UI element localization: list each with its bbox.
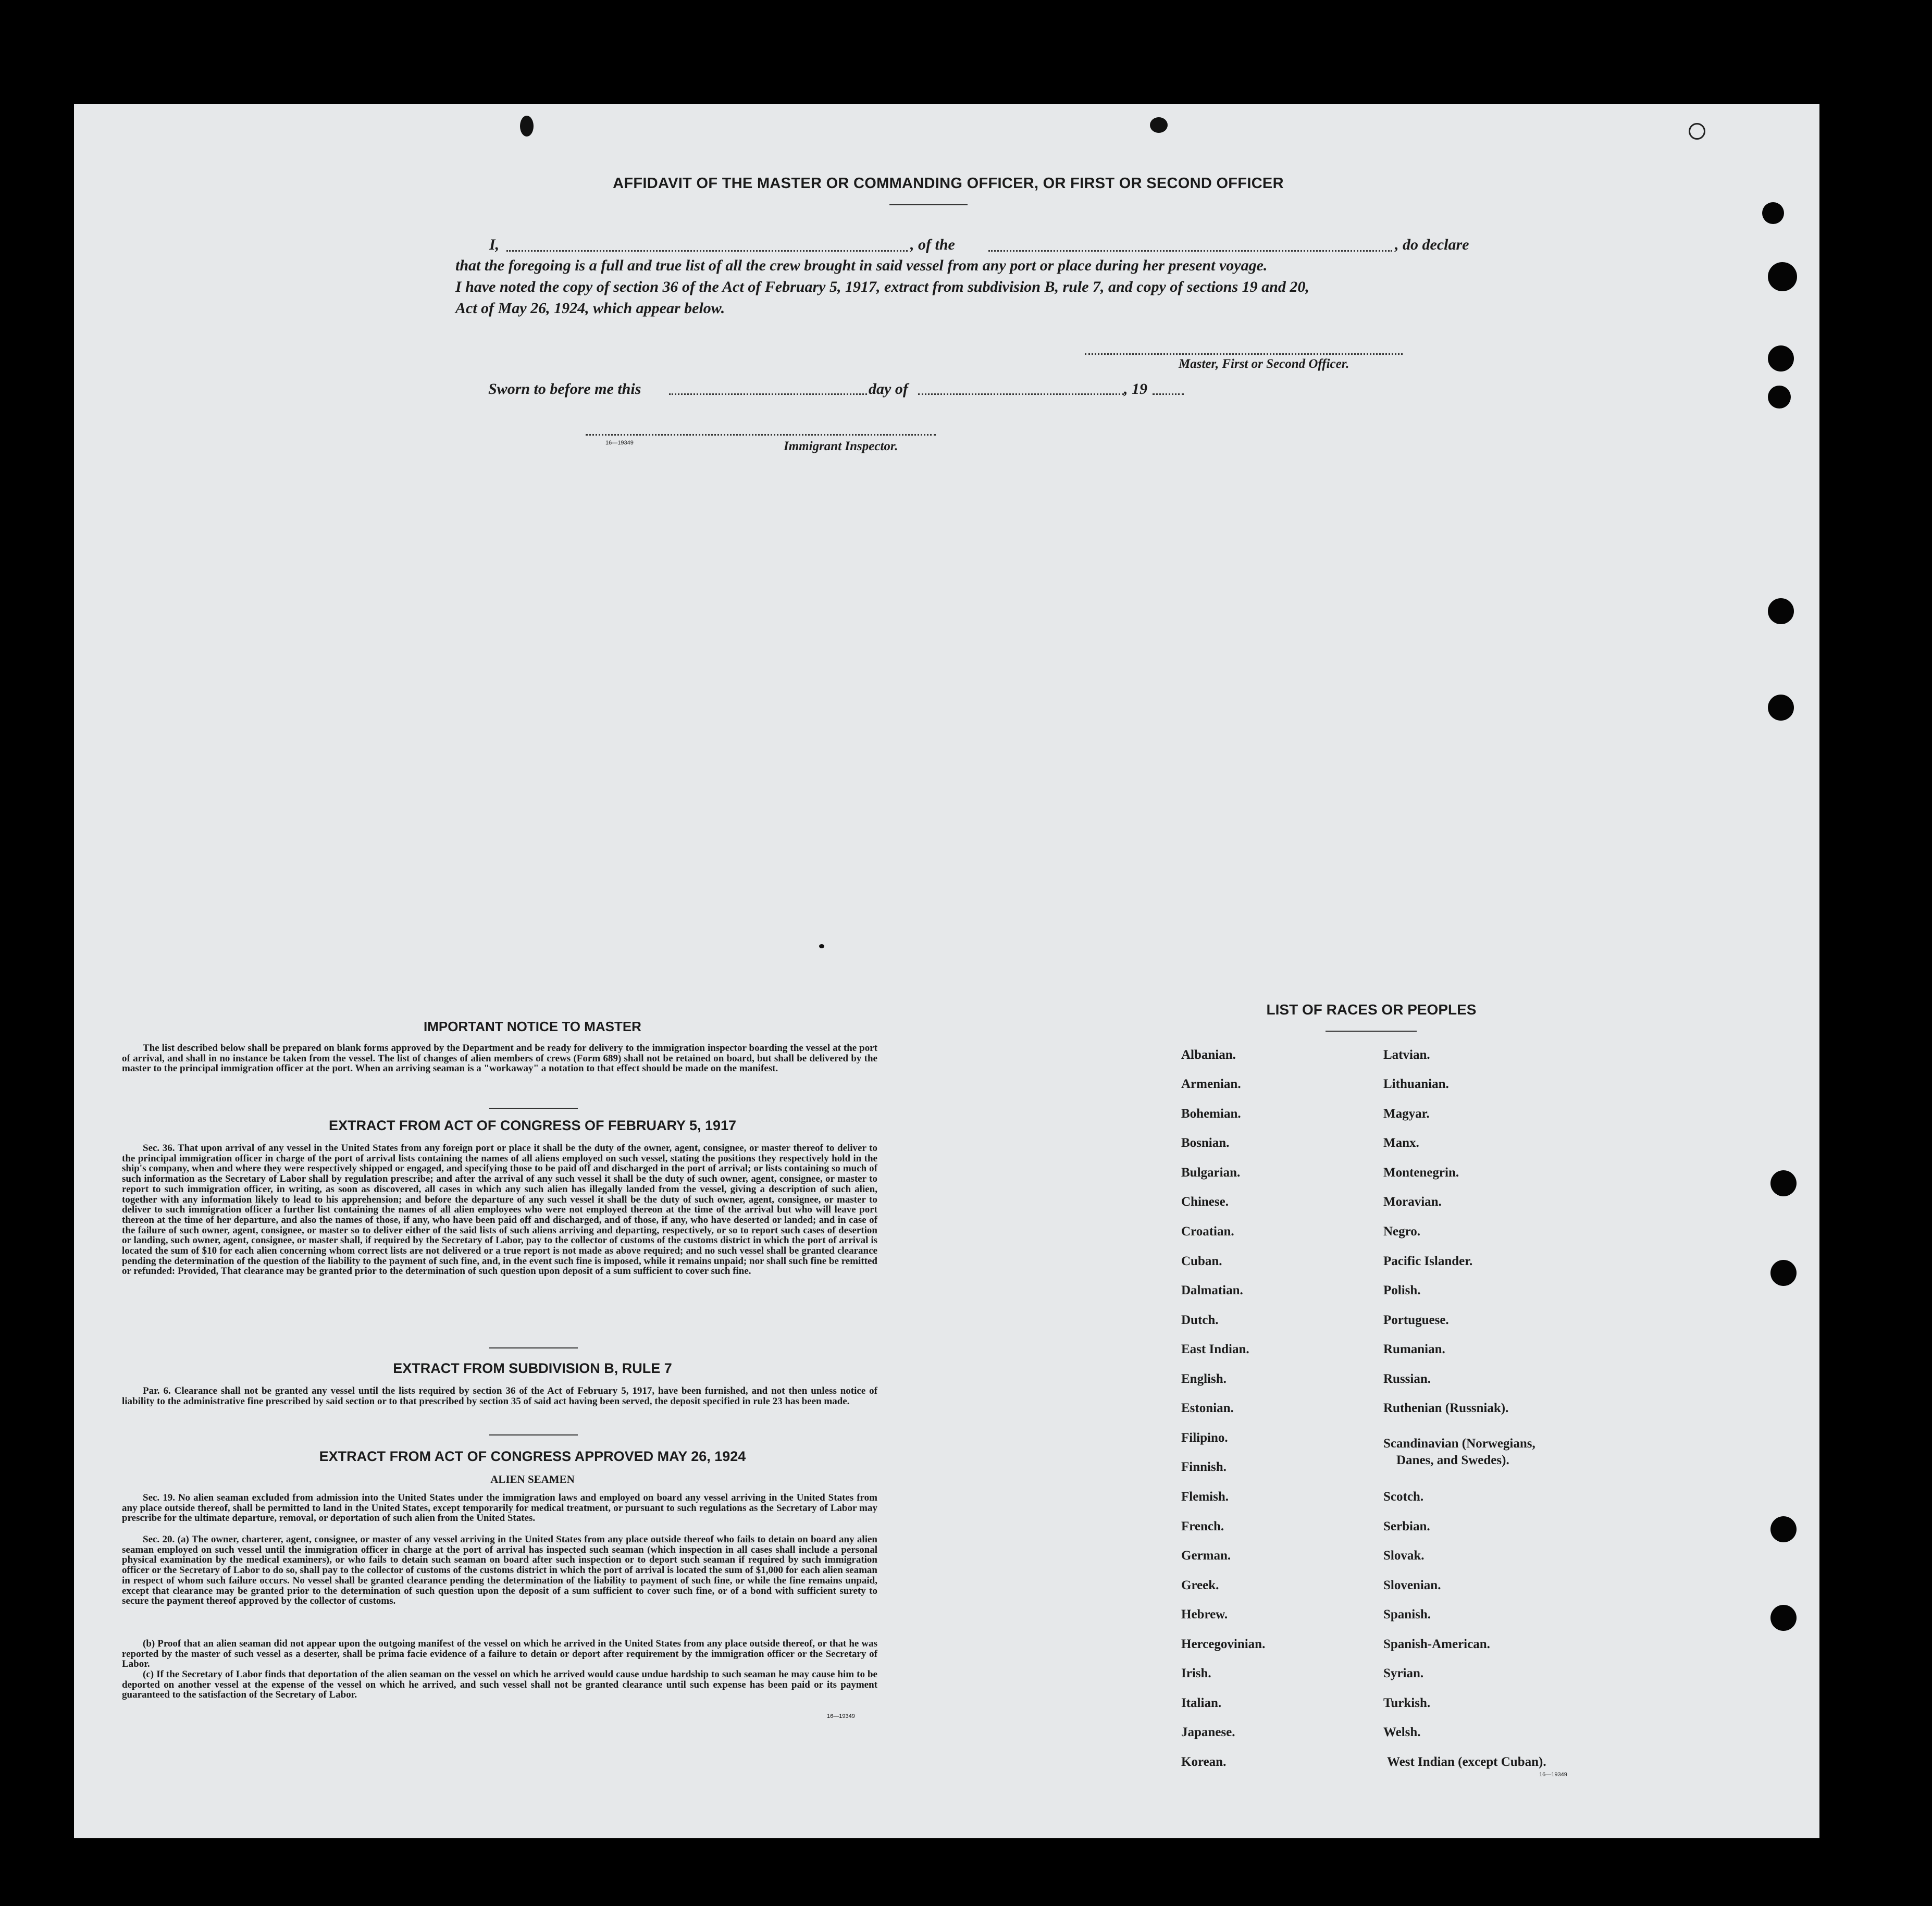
year-text: , 19 xyxy=(1124,380,1147,398)
race-item: Hebrew. xyxy=(1181,1607,1228,1622)
race-item: Slovenian. xyxy=(1383,1578,1441,1592)
inspector-label: Immigrant Inspector. xyxy=(784,439,898,453)
race-item: Bosnian. xyxy=(1181,1136,1230,1150)
divider-2 xyxy=(489,1347,578,1348)
punch-hole xyxy=(1768,695,1794,721)
extract-1924-subtitle: ALIEN SEAMEN xyxy=(490,1473,575,1486)
affidavit-line4: Act of May 26, 1924, which appear below. xyxy=(455,300,725,317)
race-item: Filipino. xyxy=(1181,1431,1228,1445)
punch-hole xyxy=(1768,262,1797,291)
extract-1924-title: EXTRACT FROM ACT OF CONGRESS APPROVED MAY 26, 1924 xyxy=(319,1449,746,1464)
race-item: Turkish. xyxy=(1383,1696,1431,1710)
race-item: Korean. xyxy=(1181,1755,1227,1769)
form-number-races: 16—19349 xyxy=(1539,1772,1567,1778)
race-item: Finnish. xyxy=(1181,1460,1227,1474)
race-item: Rumanian. xyxy=(1383,1342,1445,1356)
race-item: Dutch. xyxy=(1181,1313,1219,1327)
race-item: Montenegrin. xyxy=(1383,1166,1459,1180)
race-item: Italian. xyxy=(1181,1696,1222,1710)
ink-speck xyxy=(520,116,534,137)
race-item: Croatian. xyxy=(1181,1224,1234,1239)
document-page xyxy=(74,104,1819,1838)
race-item: Serbian. xyxy=(1383,1519,1430,1533)
day-of-text: day of xyxy=(869,380,908,398)
extract-1924-sec20b: (b) Proof that an alien seaman did not appear upon the outgoing manifest of the vessel on which he arrived in the United States from any place outside thereof, or that he was reported by the master of such vessel as a deserter, shall be prima facie evidence of a failure to detain or deport after requirement by the immigration officer or the Secretary of Labor. xyxy=(122,1638,877,1670)
race-item: Scandinavian (Norwegians, xyxy=(1383,1437,1535,1451)
divider-3 xyxy=(489,1434,578,1435)
race-item: East Indian. xyxy=(1181,1342,1249,1356)
affidavit-of-the: , of the xyxy=(910,236,955,253)
race-item: Moravian. xyxy=(1383,1195,1442,1209)
race-item: Hercegovinian. xyxy=(1181,1637,1266,1651)
inspector-signature-line xyxy=(586,434,936,436)
vessel-blank xyxy=(988,250,1392,252)
race-item: Ruthenian (Russniak). xyxy=(1383,1401,1509,1415)
race-item: Portuguese. xyxy=(1383,1313,1449,1327)
race-item: Manx. xyxy=(1383,1136,1419,1150)
extract-rule7-body: Par. 6. Clearance shall not be granted any vessel until the lists required by section 36 of the Act of February 5, 1917, have been furnished, and not then unless notice of liability to the administrative fine prescribed by said section or to that prescribed by section 35 of said act having been served, the deposit specified in rule 23 has been made. xyxy=(122,1385,877,1407)
race-item: Bohemian. xyxy=(1181,1107,1241,1121)
race-item: Cuban. xyxy=(1181,1254,1222,1268)
affidavit-i: I, xyxy=(489,236,500,253)
race-item: Russian. xyxy=(1383,1372,1431,1386)
race-item: Albanian. xyxy=(1181,1048,1236,1062)
punch-hole xyxy=(1770,1605,1797,1631)
race-item: German. xyxy=(1181,1549,1231,1563)
ink-speck xyxy=(1150,117,1168,133)
race-item: Lithuanian. xyxy=(1383,1077,1449,1091)
punch-hole xyxy=(1768,345,1794,372)
race-item: Scotch. xyxy=(1383,1490,1424,1504)
punch-hole xyxy=(1770,1516,1797,1542)
ink-speck xyxy=(1689,123,1705,140)
sworn-day-blank xyxy=(669,393,867,395)
race-item: Negro. xyxy=(1383,1224,1421,1239)
affidavit-title: AFFIDAVIT OF THE MASTER OR COMMANDING OFFICER, OR FIRST OR SECOND OFFICER xyxy=(613,175,1284,192)
race-item: West Indian (except Cuban). xyxy=(1387,1755,1546,1769)
race-item: Spanish-American. xyxy=(1383,1637,1490,1651)
punch-hole xyxy=(1770,1260,1797,1286)
races-underline xyxy=(1326,1031,1417,1032)
extract-1917-title: EXTRACT FROM ACT OF CONGRESS OF FEBRUARY 5, 1917 xyxy=(328,1118,737,1133)
master-signature-line xyxy=(1085,353,1403,355)
race-item: Japanese. xyxy=(1181,1725,1235,1739)
race-item: Bulgarian. xyxy=(1181,1166,1241,1180)
affidavit-do-declare: , do declare xyxy=(1395,236,1469,253)
race-item: Greek. xyxy=(1181,1578,1219,1592)
punch-hole xyxy=(1762,202,1784,224)
extract-1924-sec20a: Sec. 20. (a) The owner, charterer, agent, consignee, or master of any vessel arriving in the United States from any place outside thereof who fails to detain on board any alien seaman employed on such vessel until the immigration officer in charge at the port of arrival has inspected such seaman (which inspection in all cases shall include a personal physical examination by the medical examiners), or who fails to detain such seaman on board after such inspection or to deport such seaman if required by such immigration officer or the Secretary of Labor to do so, shall pay to the collector of customs of the customs district in which the port of arrival is located the sum of $1,000 for each alien seaman in respect of whom such failure occurs. No vessel shall be granted clearance pending the determination of the liability to payment of such fine, or while the fine remains unpaid, except that clearance may be granted prior to the determination of such question upon the deposit of a sum sufficient to cover such fine, or of a bond with sufficient surety to secure the payment thereof approved by the collector of customs. xyxy=(122,1534,877,1607)
race-item: Estonian. xyxy=(1181,1401,1234,1415)
race-item: Danes, and Swedes). xyxy=(1396,1453,1509,1467)
race-item: Spanish. xyxy=(1383,1607,1431,1622)
punch-hole xyxy=(1768,598,1794,624)
punch-hole xyxy=(1768,386,1791,409)
race-item: Armenian. xyxy=(1181,1077,1241,1091)
extract-rule7-title: EXTRACT FROM SUBDIVISION B, RULE 7 xyxy=(393,1360,672,1376)
race-item: Irish. xyxy=(1181,1666,1211,1680)
race-item: Polish. xyxy=(1383,1283,1421,1297)
races-title: LIST OF RACES OR PEOPLES xyxy=(1266,1001,1477,1018)
race-item: Welsh. xyxy=(1383,1725,1421,1739)
race-item: Pacific Islander. xyxy=(1383,1254,1473,1268)
form-number-affidavit: 16—19349 xyxy=(605,440,634,446)
race-item: Magyar. xyxy=(1383,1107,1430,1121)
affidavit-line2: that the foregoing is a full and true list of all the crew brought in said vessel from any port or place during her present voyage. xyxy=(455,257,1268,274)
divider-1 xyxy=(489,1108,578,1109)
notice-body: The list described below shall be prepared on blank forms approved by the Department and be ready for delivery to the immigration inspector boarding the vessel at the port of arrival, and shall in no instance be taken from the vessel. The list of changes of alien members of crews (Form 689) shall not be retained on board, but shall be delivered by the master to the principal immigration officer at the port. When an arriving seaman is a "workaway" a notation to that effect should be made on the manifest. xyxy=(122,1043,877,1074)
sworn-month-blank xyxy=(918,393,1124,395)
notice-title: IMPORTANT NOTICE TO MASTER xyxy=(424,1019,641,1034)
race-item: Latvian. xyxy=(1383,1048,1430,1062)
title-underline xyxy=(889,204,968,205)
form-number-extract: 16—19349 xyxy=(827,1713,855,1719)
name-blank xyxy=(506,250,908,252)
sworn-text: Sworn to before me this xyxy=(488,380,641,398)
race-item: Chinese. xyxy=(1181,1195,1229,1209)
year-blank xyxy=(1153,393,1184,395)
race-item: Slovak. xyxy=(1383,1549,1425,1563)
race-item: French. xyxy=(1181,1519,1224,1533)
race-item: English. xyxy=(1181,1372,1227,1386)
extract-1924-sec20c: (c) If the Secretary of Labor finds that deportation of the alien seaman on the vessel on which he arrived would cause undue hardship to such seaman he may cause him to be deported on another vessel at the expense of the vessel on which he arrived, and such vessel shall not be granted clearance until such expense has been paid or its payment guaranteed to the satisfaction of the Secretary of Labor. xyxy=(122,1669,877,1701)
master-signature-label: Master, First or Second Officer. xyxy=(1179,357,1349,371)
extract-1924-sec19: Sec. 19. No alien seaman excluded from admission into the United States under the immigration laws and employed on board any vessel arriving in the United States from any place outside thereof, shall be permitted to land in the United States, except temporarily for medical treatment, or pursuant to such regulations as the Secretary of Labor may prescribe for the ultimate departure, removal, or deportation of such alien from the United States. xyxy=(122,1492,877,1524)
extract-1917-body: Sec. 36. That upon arrival of any vessel in the United States from any foreign port or place it shall be the duty of the owner, agent, consignee, or master thereof to deliver to the principal immigration officer in charge of the port of arrival lists containing the names of all aliens employed on such vessel, stating the positions they respectively hold in the ship's company, when and where they were respectively shipped or engaged, and specifying those to be paid off and discharged in the port of arrival; or lists containing so much of such information as the Secretary of Labor shall by regulation prescribe; and after the arrival of any such vessel it shall be the duty of such owner, agent, consignee, or master to report to such immigration officer, in writing, as soon as discovered, all cases in which any such alien has illegally landed from the vessel, giving a description of such alien, together with any information likely to lead to his apprehension; and before the departure of any such vessel it shall be the duty of such owner, agent, consignee, or master to deliver to such immigration officer a further list containing the names of all alien employees who were not employed thereon at the time of the arrival but who will leave port thereon at the time of her departure, and also the names of those, if any, who have been paid off and discharged, and of those, if any, who have deserted or landed; and in case of the failure of such owner, agent, consignee, or master so to deliver either of the said lists of such aliens arriving and departing, respectively, or so to report such cases of desertion or landing, such owner, agent, consignee, or master shall, if required by the Secretary of Labor, pay to the collector of customs of the customs district in which the port of arrival is located the sum of $10 for each alien concerning whom correct lists are not delivered or a true report is not made as above required; and no such vessel shall be granted clearance pending the determination of the question of the liability to the payment of such fine, and, in the event such fine is imposed, while it remains unpaid; nor shall such fine be remitted or refunded: Provided, That clearance may be granted prior to the determination of such question upon deposit of a sum sufficient to cover such fine. xyxy=(122,1143,877,1277)
affidavit-line3: I have noted the copy of section 36 of the Act of February 5, 1917, extract from subdivision B, rule 7, and copy of sections 19 and 20, xyxy=(455,278,1309,295)
race-item: Flemish. xyxy=(1181,1490,1229,1504)
punch-hole xyxy=(1770,1170,1797,1196)
race-item: Dalmatian. xyxy=(1181,1283,1243,1297)
ink-speck xyxy=(819,944,824,948)
race-item: Syrian. xyxy=(1383,1666,1424,1680)
